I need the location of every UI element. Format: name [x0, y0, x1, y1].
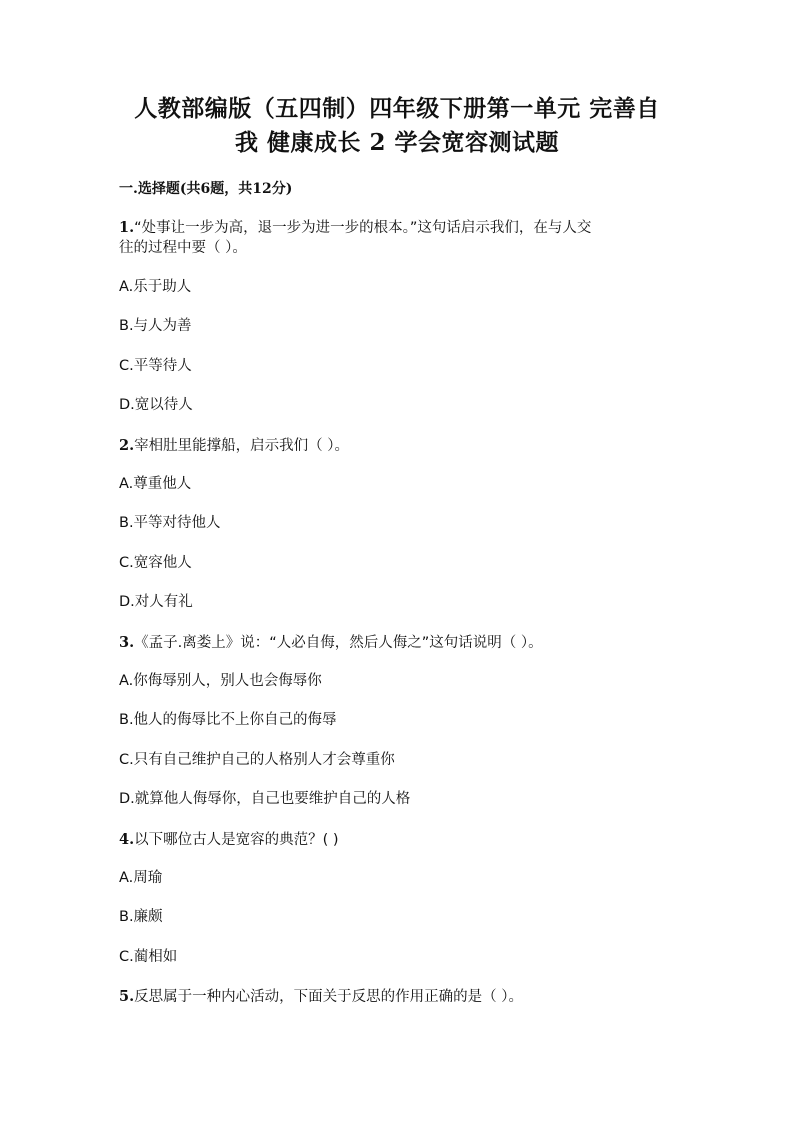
- question-text: 以下哪位古人是宽容的典范？( ): [134, 832, 339, 848]
- question-2-option-a: A.尊重他人: [119, 476, 192, 492]
- title-line-2: 我 健康成长 2 学会宽容测试题: [234, 129, 560, 156]
- question-2-option-c: C.宽容他人: [119, 555, 192, 571]
- question-1-option-d: D.宽以待人: [119, 397, 193, 413]
- question-number: 2.: [119, 437, 135, 454]
- question-2-option-d: D.对人有礼: [119, 594, 193, 610]
- question-1-option-a: A.乐于助人: [119, 279, 192, 295]
- question-3-option-a: A.你侮辱别人，别人也会侮辱你: [119, 673, 322, 689]
- question-4-option-c: C.蔺相如: [119, 949, 178, 965]
- question-number: 1.: [119, 219, 135, 236]
- question-text: “处事让一步为高，退一步为进一步的根本。”这句话启示我们，在与人交: [134, 220, 592, 236]
- question-number: 4.: [119, 831, 135, 848]
- question-4-stem: [119, 828, 339, 852]
- question-1-stem-line-2: 往的过程中要（ ）。: [119, 240, 247, 256]
- question-text: 《孟子.离娄上》说：“人必自侮，然后人侮之”这句话说明（ ）。: [134, 635, 543, 651]
- question-number: 5.: [119, 988, 135, 1005]
- question-3-option-b: B.他人的侮辱比不上你自己的侮辱: [119, 712, 337, 728]
- question-1-option-b: B.与人为善: [119, 318, 192, 334]
- question-2-option-b: B.平等对待他人: [119, 515, 221, 531]
- title-line-1: 人教部编版（五四制）四年级下册第一单元 完善自: [134, 95, 660, 122]
- question-text: 宰相肚里能撑船，启示我们（ ）。: [134, 438, 349, 454]
- question-3-option-d: D.就算他人侮辱你，自己也要维护自己的人格: [119, 791, 411, 807]
- document-title: [100, 92, 694, 160]
- question-5-stem: [119, 985, 523, 1009]
- question-2-stem: [119, 434, 349, 458]
- question-text: 反思属于一种内心活动，下面关于反思的作用正确的是（ ）。: [134, 989, 523, 1005]
- question-3-stem: [119, 631, 543, 655]
- question-4-option-b: B.廉颇: [119, 909, 163, 925]
- section-heading: 一.选择题(共6题，共12分): [119, 181, 293, 197]
- question-3-option-c: C.只有自己维护自己的人格别人才会尊重你: [119, 752, 395, 768]
- question-4-option-a: A.周瑜: [119, 870, 163, 886]
- question-1-option-c: C.平等待人: [119, 358, 192, 374]
- question-number: 3.: [119, 634, 135, 651]
